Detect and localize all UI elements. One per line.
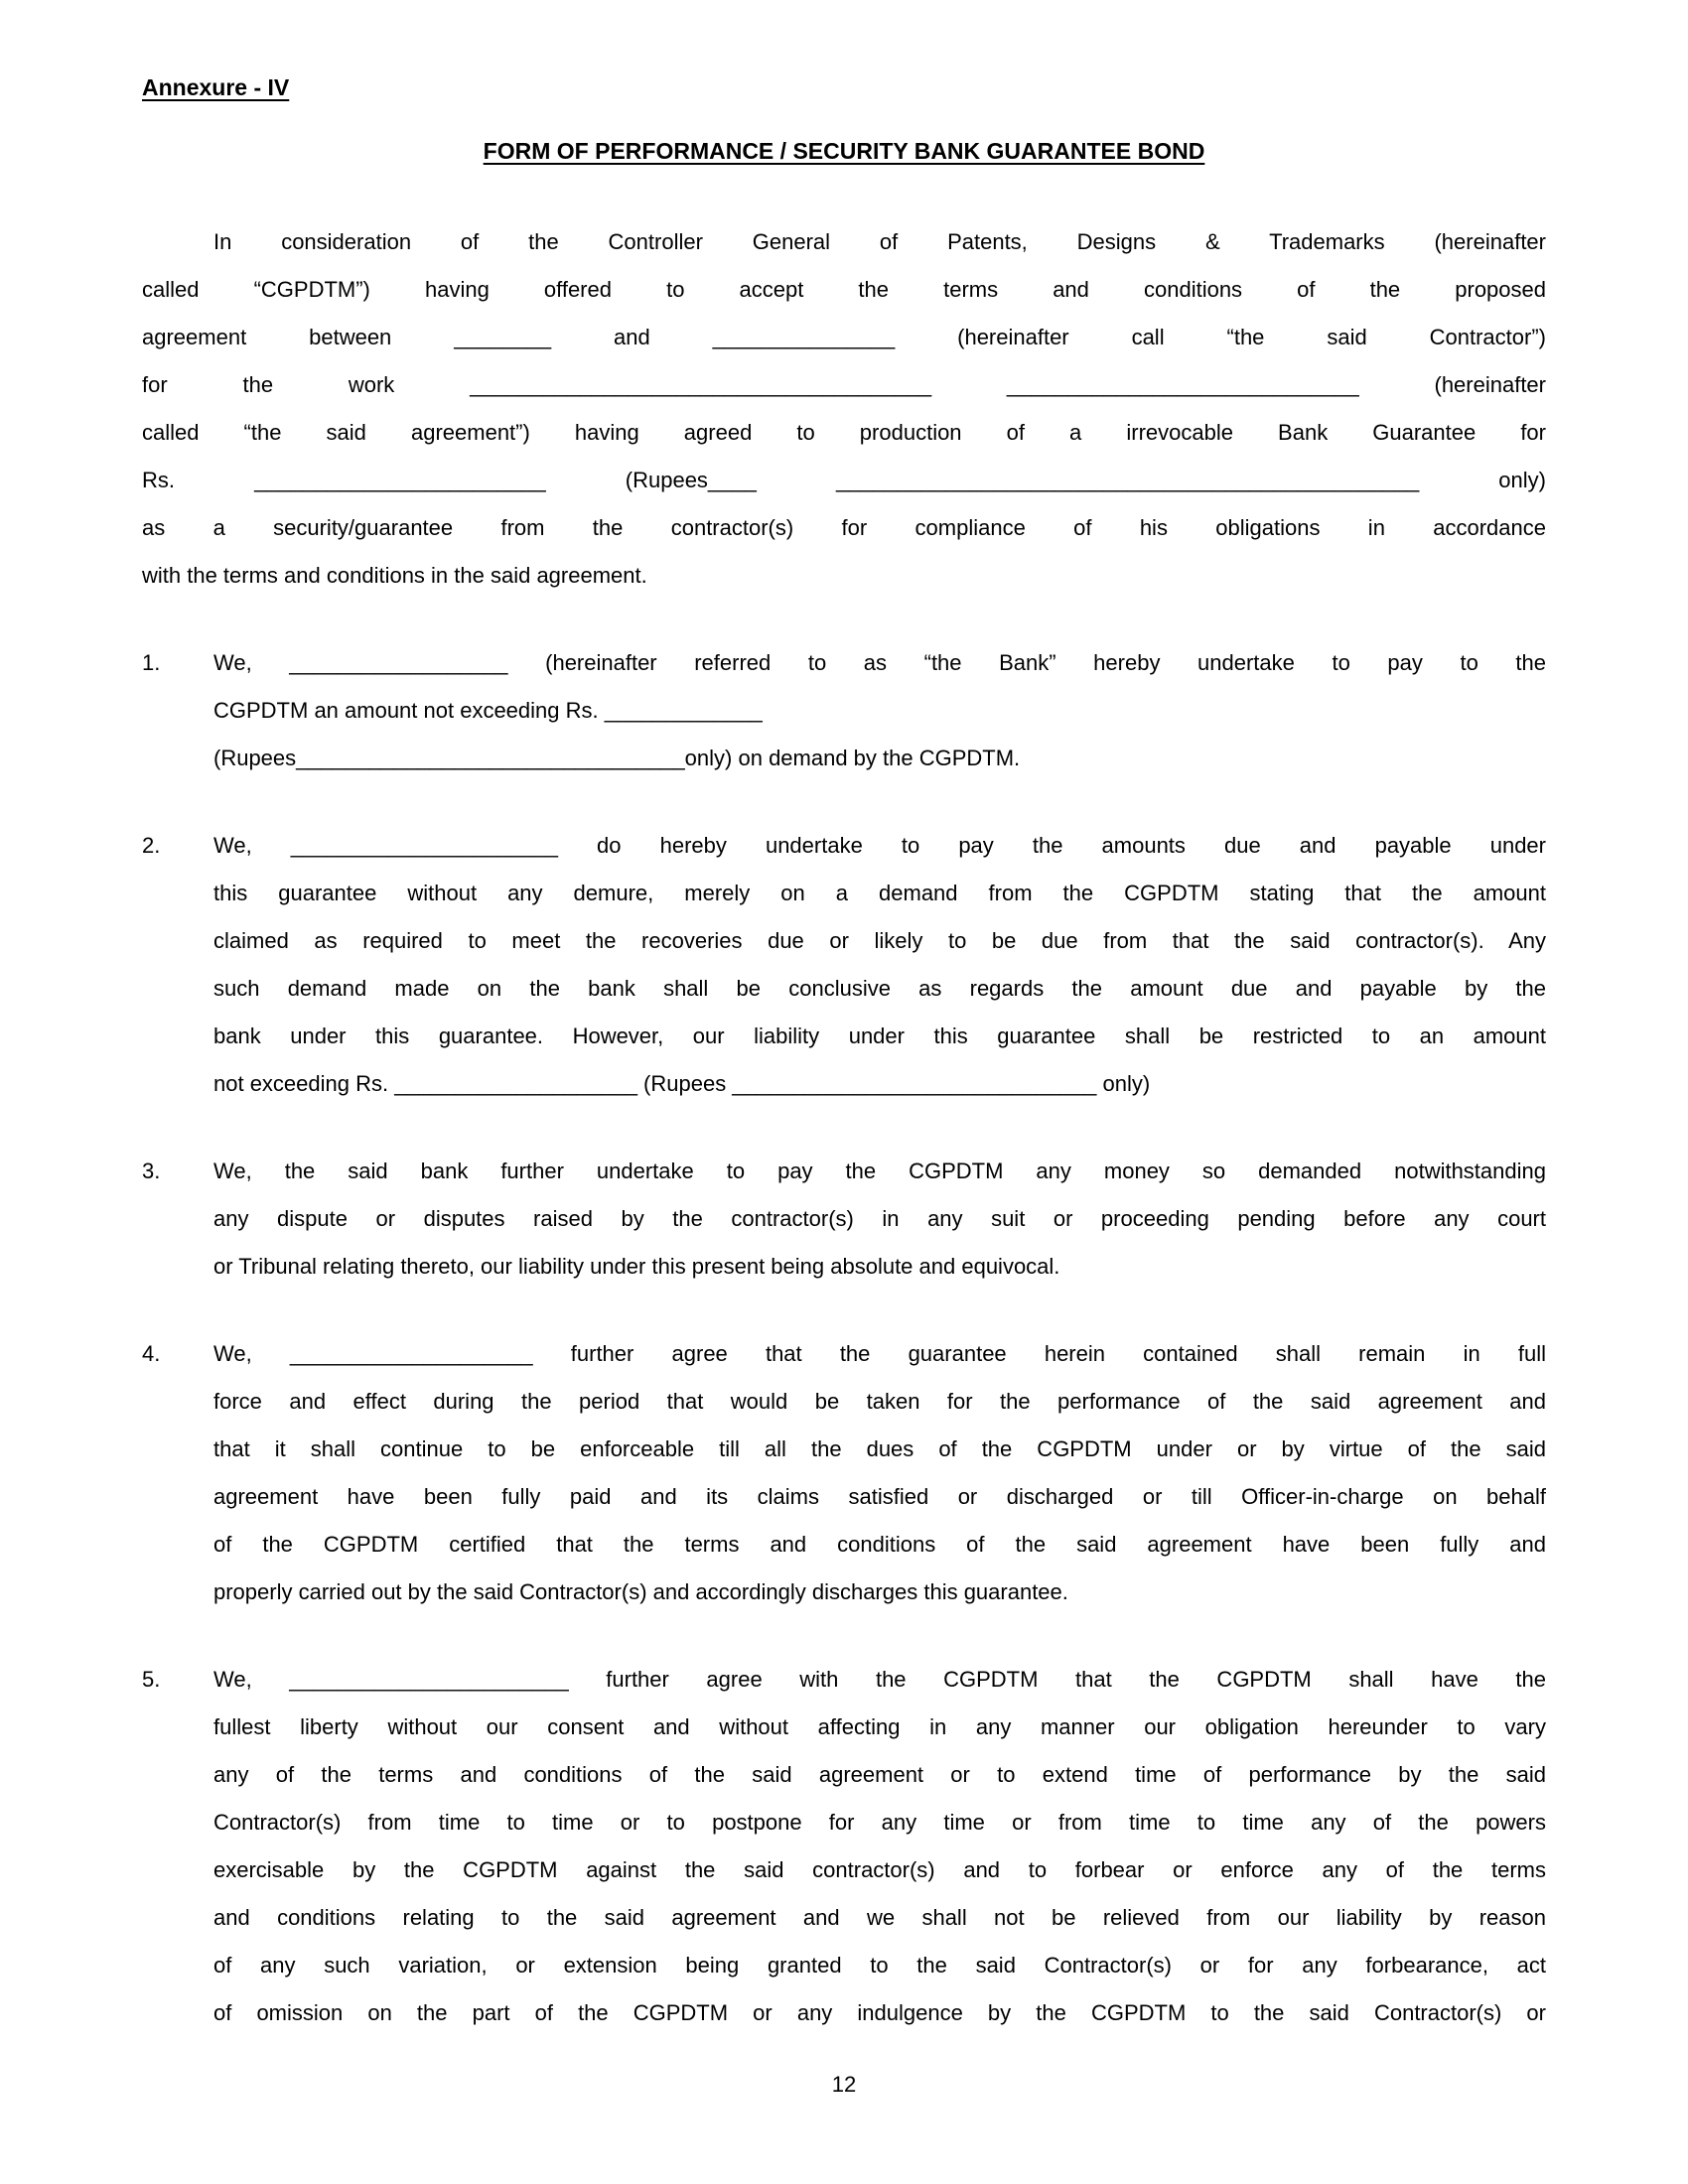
text-line: We, ____________________ further agree that the guarantee herein contained shall remain in full <box>213 1341 1546 1366</box>
clause-body <box>213 639 1546 782</box>
clause-body <box>213 1148 1546 1291</box>
text-line: called “CGPDTM”) having offered to accept the terms and conditions of the proposed <box>142 277 1546 302</box>
clause-4 <box>142 1330 1546 1616</box>
text-line: fullest liberty without our consent and without affecting in any manner our obligation hereunder to vary <box>213 1714 1546 1739</box>
clause-5 <box>142 1656 1546 2037</box>
text-line: We, ______________________ do hereby undertake to pay the amounts due and payable under <box>213 833 1546 858</box>
text-line: or Tribunal relating thereto, our liability under this present being absolute and equivocal. <box>213 1254 1060 1279</box>
text-line: that it shall continue to be enforceable till all the dues of the CGPDTM under or by virtue of the said <box>213 1436 1546 1461</box>
page-title-text: FORM OF PERFORMANCE / SECURITY BANK GUARANTEE BOND <box>483 138 1205 164</box>
text-line: In consideration of the Controller General of Patents, Designs & Trademarks (hereinafter <box>213 229 1546 254</box>
text-line: agreement have been fully paid and its claims satisfied or discharged or till Officer-in-charge on behalf <box>213 1484 1546 1509</box>
clause-number: 3. <box>142 1159 161 1183</box>
text-line: Rs. ________________________ (Rupees____ ________________________________________________ only) <box>142 468 1546 492</box>
clause-number: 2. <box>142 833 161 858</box>
text-line: any dispute or disputes raised by the contractor(s) in any suit or proceeding pending before any court <box>213 1206 1546 1231</box>
intro-paragraph <box>142 218 1546 600</box>
clause-body <box>213 1330 1546 1616</box>
annexure-label-text: Annexure - IV <box>142 74 290 100</box>
clause-number: 1. <box>142 650 161 675</box>
text-line: any of the terms and conditions of the said agreement or to extend time of performance by the said <box>213 1762 1546 1787</box>
clause-2 <box>142 822 1546 1108</box>
clause-number: 5. <box>142 1667 161 1692</box>
text-line: this guarantee without any demure, merely on a demand from the CGPDTM stating that the amount <box>213 881 1546 905</box>
text-line: We, the said bank further undertake to pay the CGPDTM any money so demanded notwithstanding <box>213 1159 1546 1183</box>
text-line: called “the said agreement”) having agreed to production of a irrevocable Bank Guarantee for <box>142 420 1546 445</box>
text-line: force and effect during the period that would be taken for the performance of the said agreement and <box>213 1389 1546 1414</box>
text-line: We, __________________ (hereinafter referred to as “the Bank” hereby undertake to pay to the <box>213 650 1546 675</box>
text-line: for the work ______________________________________ _____________________________ (hereinafter <box>142 372 1546 397</box>
clause-body <box>213 822 1546 1108</box>
page-number: 12 <box>831 2072 857 2097</box>
text-line: with the terms and conditions in the said agreement. <box>142 563 647 588</box>
clause-3 <box>142 1148 1546 1291</box>
text-line: claimed as required to meet the recoveries due or likely to be due from that the said contractor(s). Any <box>213 928 1546 953</box>
text-line: not exceeding Rs. ____________________ (Rupees ______________________________ only) <box>213 1071 1151 1096</box>
clause-body <box>213 1656 1546 2037</box>
text-line: such demand made on the bank shall be conclusive as regards the amount due and payable by the <box>213 976 1546 1001</box>
text-line: Contractor(s) from time to time or to postpone for any time or from time to time any of the powers <box>213 1810 1546 1835</box>
clause-number: 4. <box>142 1341 161 1366</box>
text-line: as a security/guarantee from the contractor(s) for compliance of his obligations in accordance <box>142 515 1546 540</box>
text-line: of any such variation, or extension being granted to the said Contractor(s) or for any forbearance, act <box>213 1953 1546 1978</box>
page-title <box>142 127 1546 175</box>
text-line: properly carried out by the said Contractor(s) and accordingly discharges this guarantee. <box>213 1579 1068 1604</box>
text-line: and conditions relating to the said agreement and we shall not be relieved from our liability by reason <box>213 1905 1546 1930</box>
text-line: exercisable by the CGPDTM against the said contractor(s) and to forbear or enforce any of the terms <box>213 1857 1546 1882</box>
text-line: CGPDTM an amount not exceeding Rs. _____________ <box>213 698 763 723</box>
text-line: We, _______________________ further agree with the CGPDTM that the CGPDTM shall have the <box>213 1667 1546 1692</box>
text-line: agreement between ________ and _______________ (hereinafter call “the said Contractor”) <box>142 325 1546 349</box>
annexure-label <box>142 64 1546 111</box>
clause-1 <box>142 639 1546 782</box>
text-line: (Rupees________________________________only) on demand by the CGPDTM. <box>213 746 1021 770</box>
text-line: of the CGPDTM certified that the terms and conditions of the said agreement have been fully and <box>213 1532 1546 1557</box>
text-line: bank under this guarantee. However, our liability under this guarantee shall be restricted to an amount <box>213 1024 1546 1048</box>
text-line: of omission on the part of the CGPDTM or any indulgence by the CGPDTM to the said Contractor(s) or <box>213 2000 1546 2025</box>
